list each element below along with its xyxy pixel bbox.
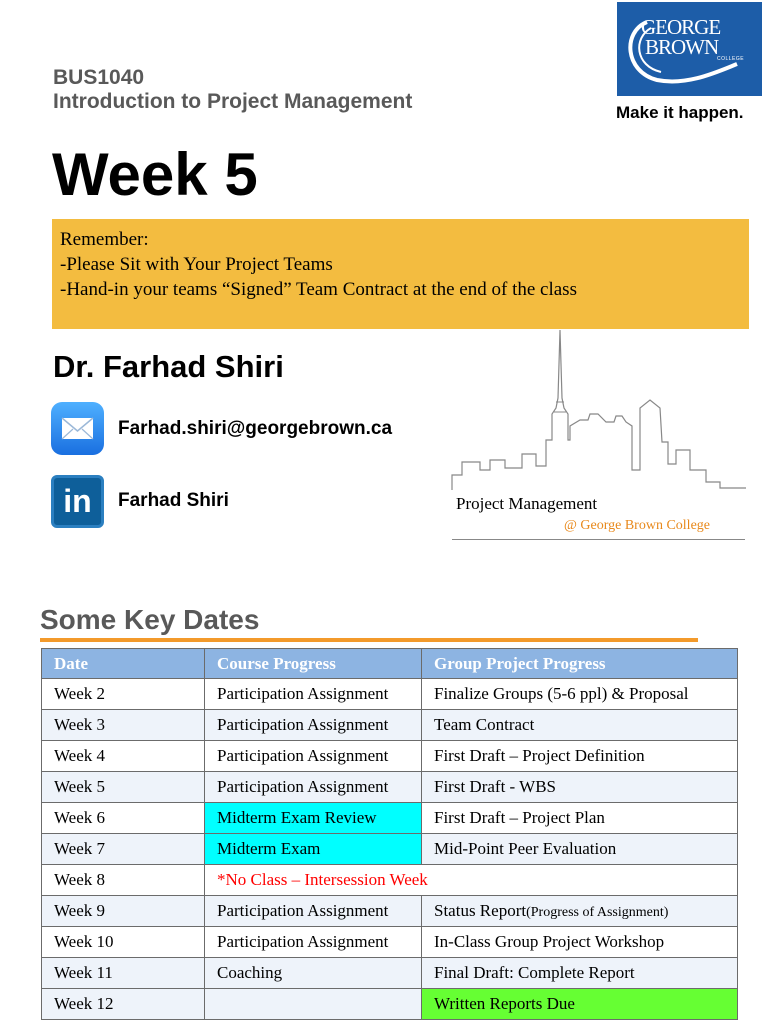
logo-tagline: Make it happen.: [616, 103, 744, 122]
group-cell: First Draft – Project Plan: [422, 803, 738, 834]
group-cell: Final Draft: Complete Report: [422, 958, 738, 989]
logo-line-1: GEORGE: [641, 15, 721, 39]
column-header-date: Date: [42, 649, 205, 679]
course-cell: Participation Assignment: [205, 710, 422, 741]
banner-label: Project Management: [456, 494, 598, 513]
course-cell: [205, 989, 422, 1020]
course-cell-highlighted: Midterm Exam: [205, 834, 422, 865]
date-cell: Week 4: [42, 741, 205, 772]
table-row: [42, 710, 738, 741]
course-cell-highlighted: Midterm Exam Review: [205, 803, 422, 834]
reminder-box: [52, 219, 749, 329]
date-cell: Week 10: [42, 927, 205, 958]
date-cell: Week 3: [42, 710, 205, 741]
logo-college: COLLEGE: [717, 56, 745, 62]
instructor-linkedin[interactable]: Farhad Shiri: [118, 490, 229, 511]
date-cell: Week 7: [42, 834, 205, 865]
course-cell: Participation Assignment: [205, 772, 422, 803]
group-cell: First Draft - WBS: [422, 772, 738, 803]
group-cell: In-Class Group Project Workshop: [422, 927, 738, 958]
banner-sublabel: @ George Brown College: [564, 518, 710, 533]
course-cell: Coaching: [205, 958, 422, 989]
date-cell: Week 12: [42, 989, 205, 1020]
column-header-course: Course Progress: [205, 649, 422, 679]
date-cell: Week 11: [42, 958, 205, 989]
group-cell: First Draft – Project Definition: [422, 741, 738, 772]
group-cell-note: (Progress of Assignment): [526, 905, 669, 920]
course-cell: Participation Assignment: [205, 896, 422, 927]
table-header-row: [42, 649, 738, 679]
table-row: [42, 741, 738, 772]
group-cell-highlighted: Written Reports Due: [422, 989, 738, 1020]
table-row: [42, 803, 738, 834]
reminder-item: -Hand-in your teams “Signed” Team Contract at the end of the class: [60, 279, 577, 300]
key-dates-table: [41, 648, 738, 1020]
table-row: [42, 679, 738, 710]
table-row: [42, 989, 738, 1020]
reminder-heading: Remember:: [60, 229, 149, 250]
course-title: Introduction to Project Management: [53, 90, 413, 113]
table-row: [42, 958, 738, 989]
mail-icon[interactable]: [51, 402, 104, 455]
group-cell: Finalize Groups (5-6 ppl) & Proposal: [422, 679, 738, 710]
page-title: Week 5: [52, 141, 258, 208]
course-cell: Participation Assignment: [205, 741, 422, 772]
table-row: [42, 834, 738, 865]
table-row: [42, 865, 738, 896]
logo-line-2: BROWN: [645, 35, 719, 59]
course-cell: Participation Assignment: [205, 927, 422, 958]
group-cell: Team Contract: [422, 710, 738, 741]
table-row: [42, 927, 738, 958]
instructor-email[interactable]: Farhad.shiri@georgebrown.ca: [118, 418, 393, 439]
date-cell: Week 6: [42, 803, 205, 834]
table-row: [42, 772, 738, 803]
date-cell: Week 5: [42, 772, 205, 803]
linkedin-icon[interactable]: in: [51, 475, 104, 528]
group-cell: [422, 896, 738, 927]
key-dates-rule: [40, 638, 698, 642]
reminder-item: -Please Sit with Your Project Teams: [60, 254, 333, 275]
toronto-skyline-illustration: [450, 330, 750, 495]
no-class-notice: *No Class – Intersession Week: [205, 865, 738, 896]
banner-divider: [452, 539, 745, 540]
group-cell-text: Status Report: [434, 901, 527, 920]
instructor-name: Dr. Farhad Shiri: [53, 349, 284, 384]
course-code: BUS1040: [53, 66, 145, 89]
key-dates-heading: Some Key Dates: [40, 604, 260, 635]
date-cell: Week 9: [42, 896, 205, 927]
table-row: [42, 896, 738, 927]
date-cell: Week 8: [42, 865, 205, 896]
group-cell: Mid-Point Peer Evaluation: [422, 834, 738, 865]
column-header-group: Group Project Progress: [422, 649, 738, 679]
course-cell: Participation Assignment: [205, 679, 422, 710]
date-cell: Week 2: [42, 679, 205, 710]
george-brown-logo: [617, 2, 762, 96]
